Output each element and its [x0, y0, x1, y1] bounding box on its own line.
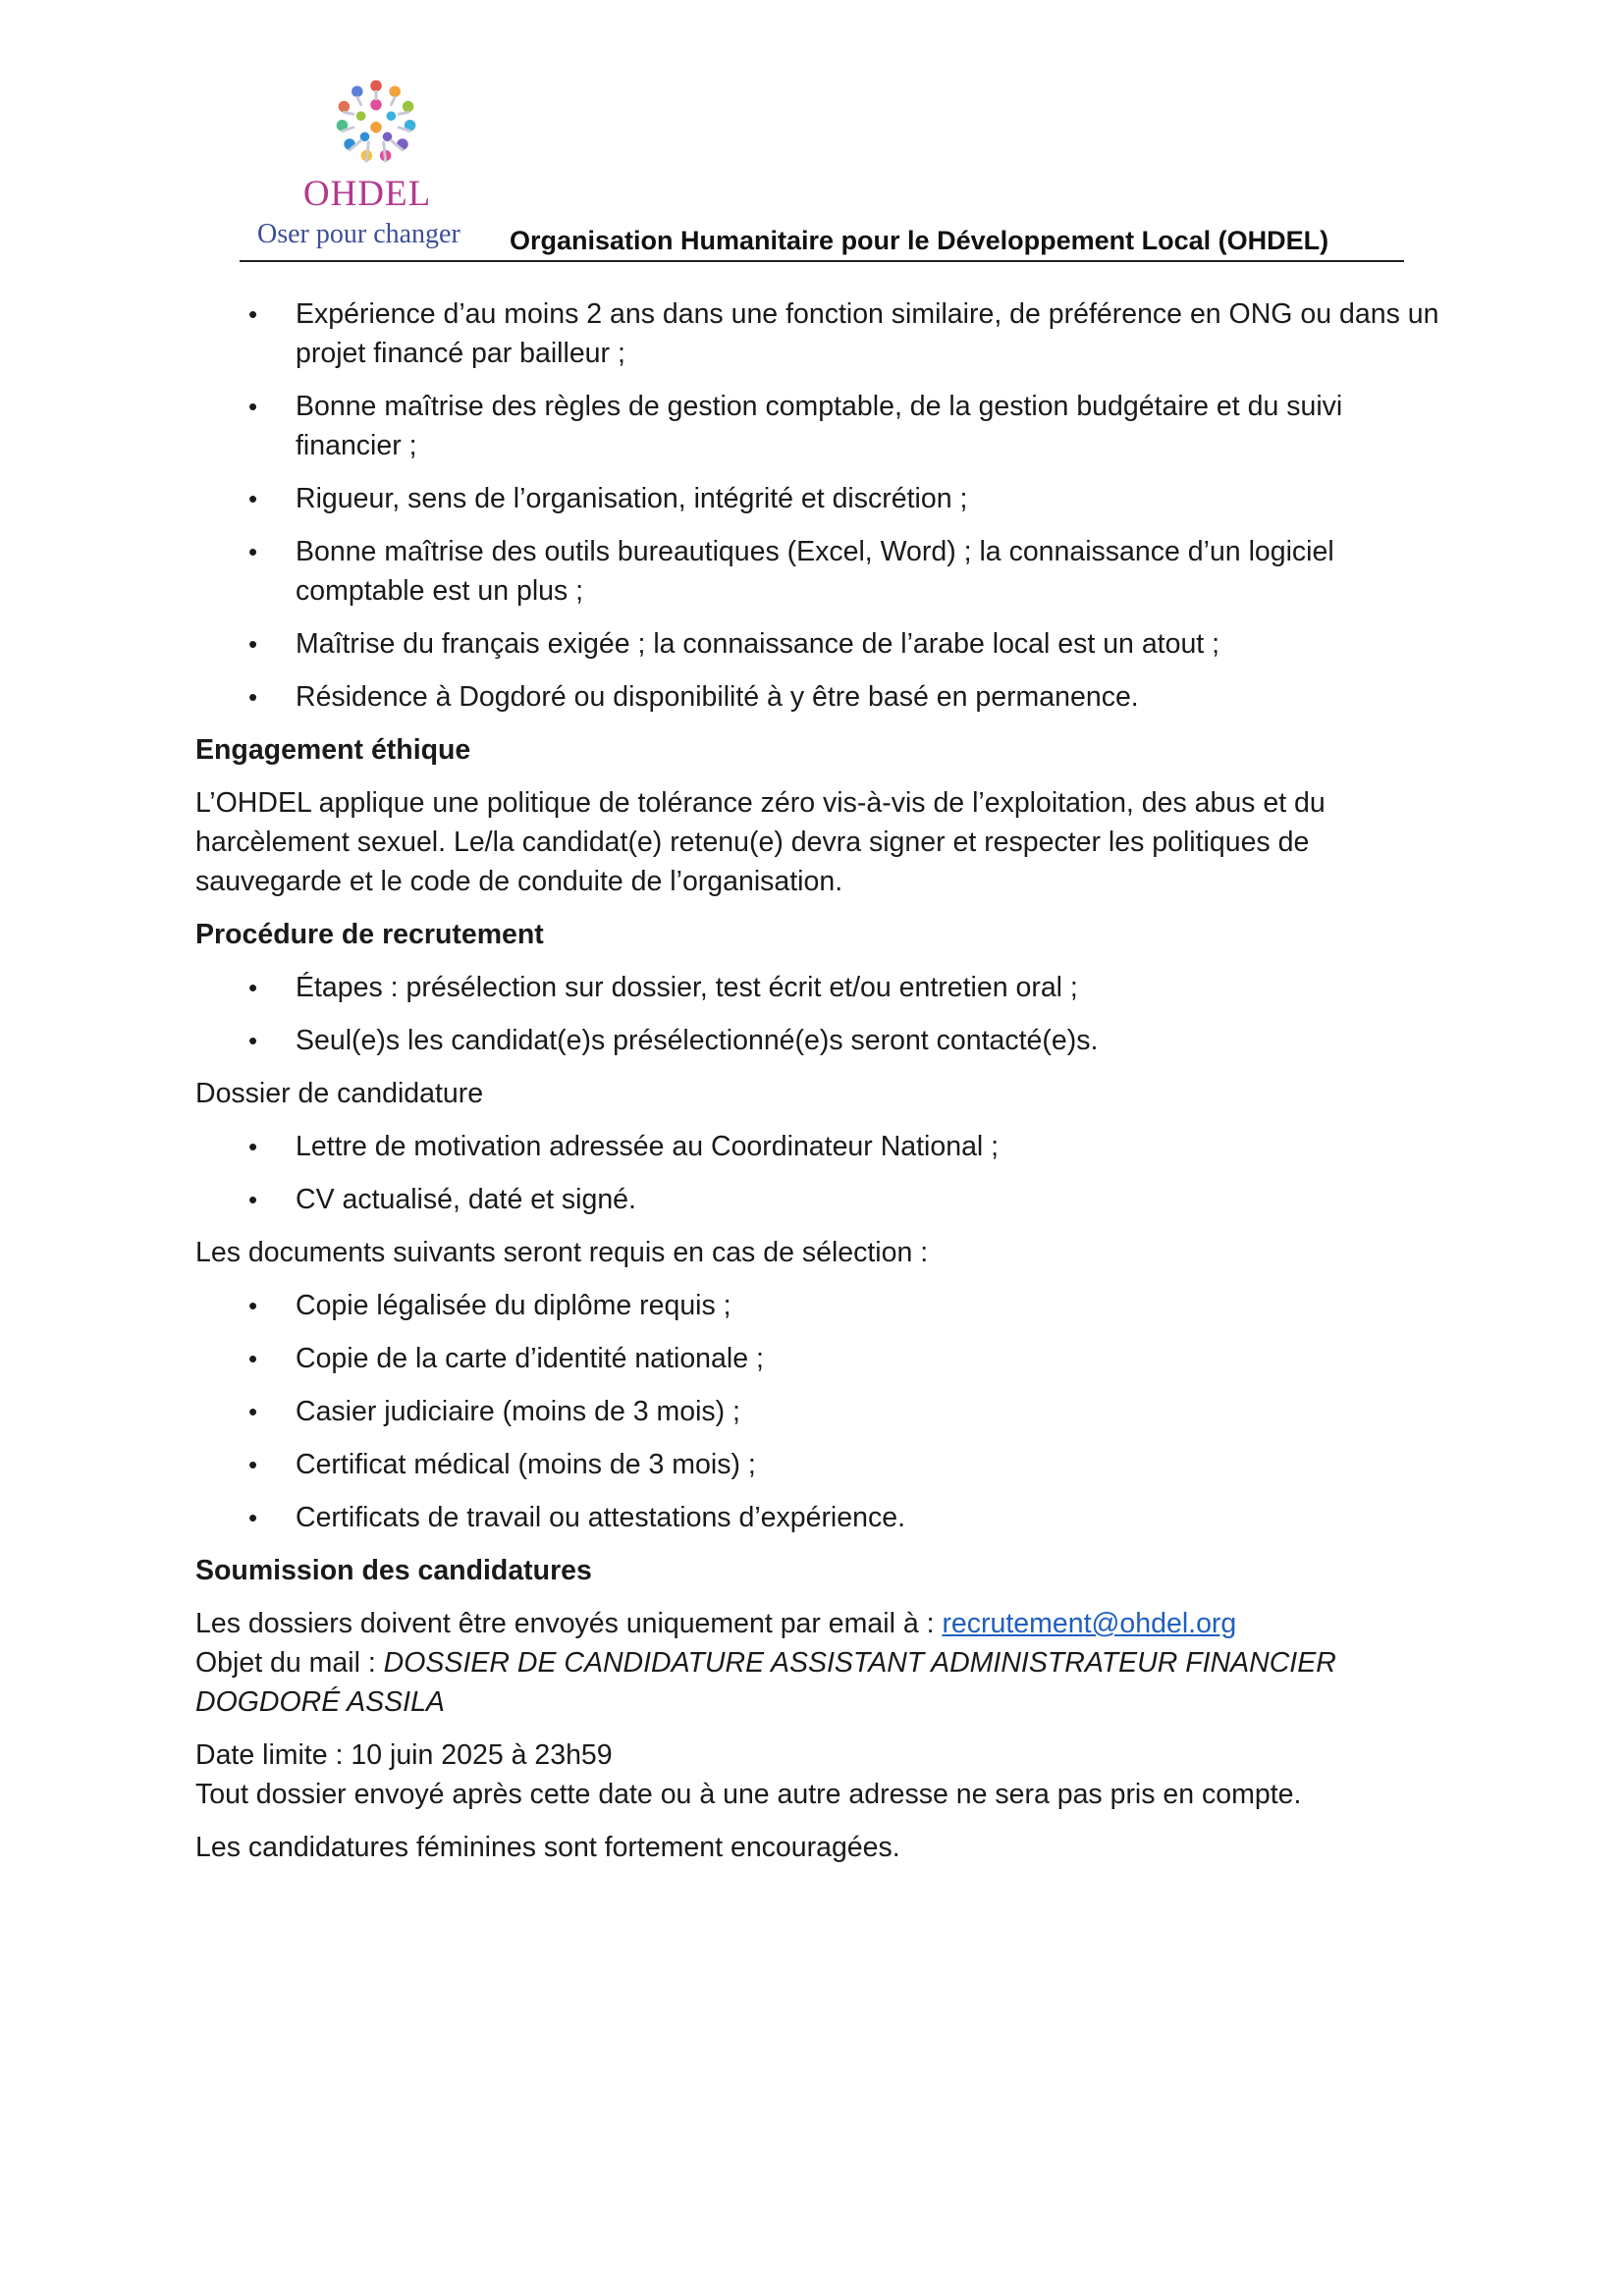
- list-item: • Maîtrise du français exigée ; la connaissance de l’arabe local est un atout ;: [195, 624, 1452, 664]
- ethics-heading: Engagement éthique: [195, 734, 471, 766]
- list-item: • Bonne maîtrise des règles de gestion comptable, de la gestion budgétaire et du suivi financier ;: [195, 387, 1452, 465]
- bullet-icon: •: [248, 682, 258, 712]
- procedure-list: [195, 968, 1452, 1060]
- bullet-icon: •: [248, 1450, 258, 1479]
- bullet-icon: •: [248, 1291, 258, 1320]
- document-body: [195, 294, 1452, 1867]
- list-item: • Résidence à Dogdoré ou disponibilité à y être basé en permanence.: [195, 677, 1452, 717]
- list-item: • CV actualisé, daté et signé.: [195, 1180, 1452, 1219]
- bullet-icon: •: [248, 629, 258, 659]
- bullet-icon: •: [248, 484, 258, 513]
- bullet-icon: •: [248, 299, 258, 329]
- requirements-list: [195, 294, 1452, 717]
- organization-title: Organisation Humanitaire pour le Développement Local (OHDEL): [510, 226, 1329, 255]
- list-item: • Certificat médical (moins de 3 mois) ;: [195, 1445, 1452, 1484]
- list-item: • Étapes : présélection sur dossier, test écrit et/ou entretien oral ;: [195, 968, 1452, 1007]
- ohdel-logo: [236, 69, 499, 255]
- people-circle-logo-icon: [329, 73, 423, 167]
- letterhead: [236, 69, 1404, 263]
- bullet-icon: •: [248, 1026, 258, 1055]
- list-item: • Casier judiciaire (moins de 3 mois) ;: [195, 1392, 1452, 1431]
- logo-tagline: Oser pour changer: [257, 219, 460, 249]
- selection-docs-intro: Les documents suivants seront requis en cas de sélection :: [195, 1237, 929, 1268]
- logo-wordmark: OHDEL: [302, 174, 432, 214]
- procedure-heading: Procédure de recrutement: [195, 919, 544, 950]
- list-item: • Rigueur, sens de l’organisation, intégrité et discrétion ;: [195, 479, 1452, 518]
- ethics-text: L’OHDEL applique une politique de tolérance zéro vis-à-vis de l’exploitation, des abus et du harcèlement sexuel. Le/la candidat(e) retenu(e) devra signer et respecter les politiques de sauvegarde et le code de conduite de l’organisation.: [195, 787, 1326, 897]
- email-link[interactable]: recrutement@ohdel.org: [942, 1608, 1237, 1639]
- list-item: • Expérience d’au moins 2 ans dans une fonction similaire, de préférence en ONG ou dans un projet financé par bailleur ;: [195, 294, 1452, 373]
- bullet-icon: •: [248, 537, 258, 566]
- bullet-icon: •: [248, 973, 258, 1002]
- bullet-icon: •: [248, 1503, 258, 1532]
- list-item: • Copie de la carte d’identité nationale ;: [195, 1339, 1452, 1378]
- dossier-list: [195, 1127, 1452, 1219]
- subject-text: DOSSIER DE CANDIDATURE ASSISTANT ADMINISTRATEUR FINANCIER DOGDORÉ ASSILA: [195, 1647, 1336, 1718]
- bullet-icon: •: [248, 1397, 258, 1426]
- deadline-notice: Tout dossier envoyé après cette date ou à une autre adresse ne sera pas pris en compte.: [195, 1779, 1302, 1810]
- selection-docs-list: [195, 1286, 1452, 1537]
- bullet-icon: •: [248, 1185, 258, 1214]
- header-divider: [240, 260, 1404, 262]
- subject-line: [195, 1643, 1452, 1722]
- list-item: • Certificats de travail ou attestations d’expérience.: [195, 1498, 1452, 1537]
- list-item: • Copie légalisée du diplôme requis ;: [195, 1286, 1452, 1325]
- bullet-icon: •: [248, 392, 258, 421]
- list-item: • Seul(e)s les candidat(e)s présélectionné(e)s seront contacté(e)s.: [195, 1021, 1452, 1060]
- list-item: • Bonne maîtrise des outils bureautiques (Excel, Word) ; la connaissance d’un logiciel comptable est un plus ;: [195, 532, 1452, 611]
- subject-label: Objet du mail :: [195, 1647, 384, 1679]
- encouragement-text: Les candidatures féminines sont fortement encouragées.: [195, 1832, 900, 1863]
- bullet-icon: •: [248, 1132, 258, 1161]
- list-item: • Lettre de motivation adressée au Coordinateur National ;: [195, 1127, 1452, 1166]
- submission-heading: Soumission des candidatures: [195, 1555, 592, 1586]
- email-line: [195, 1604, 1452, 1643]
- bullet-icon: •: [248, 1344, 258, 1373]
- deadline-text: Date limite : 10 juin 2025 à 23h59: [195, 1739, 613, 1771]
- email-intro: Les dossiers doivent être envoyés uniquement par email à :: [195, 1608, 943, 1639]
- dossier-heading: Dossier de candidature: [195, 1078, 484, 1109]
